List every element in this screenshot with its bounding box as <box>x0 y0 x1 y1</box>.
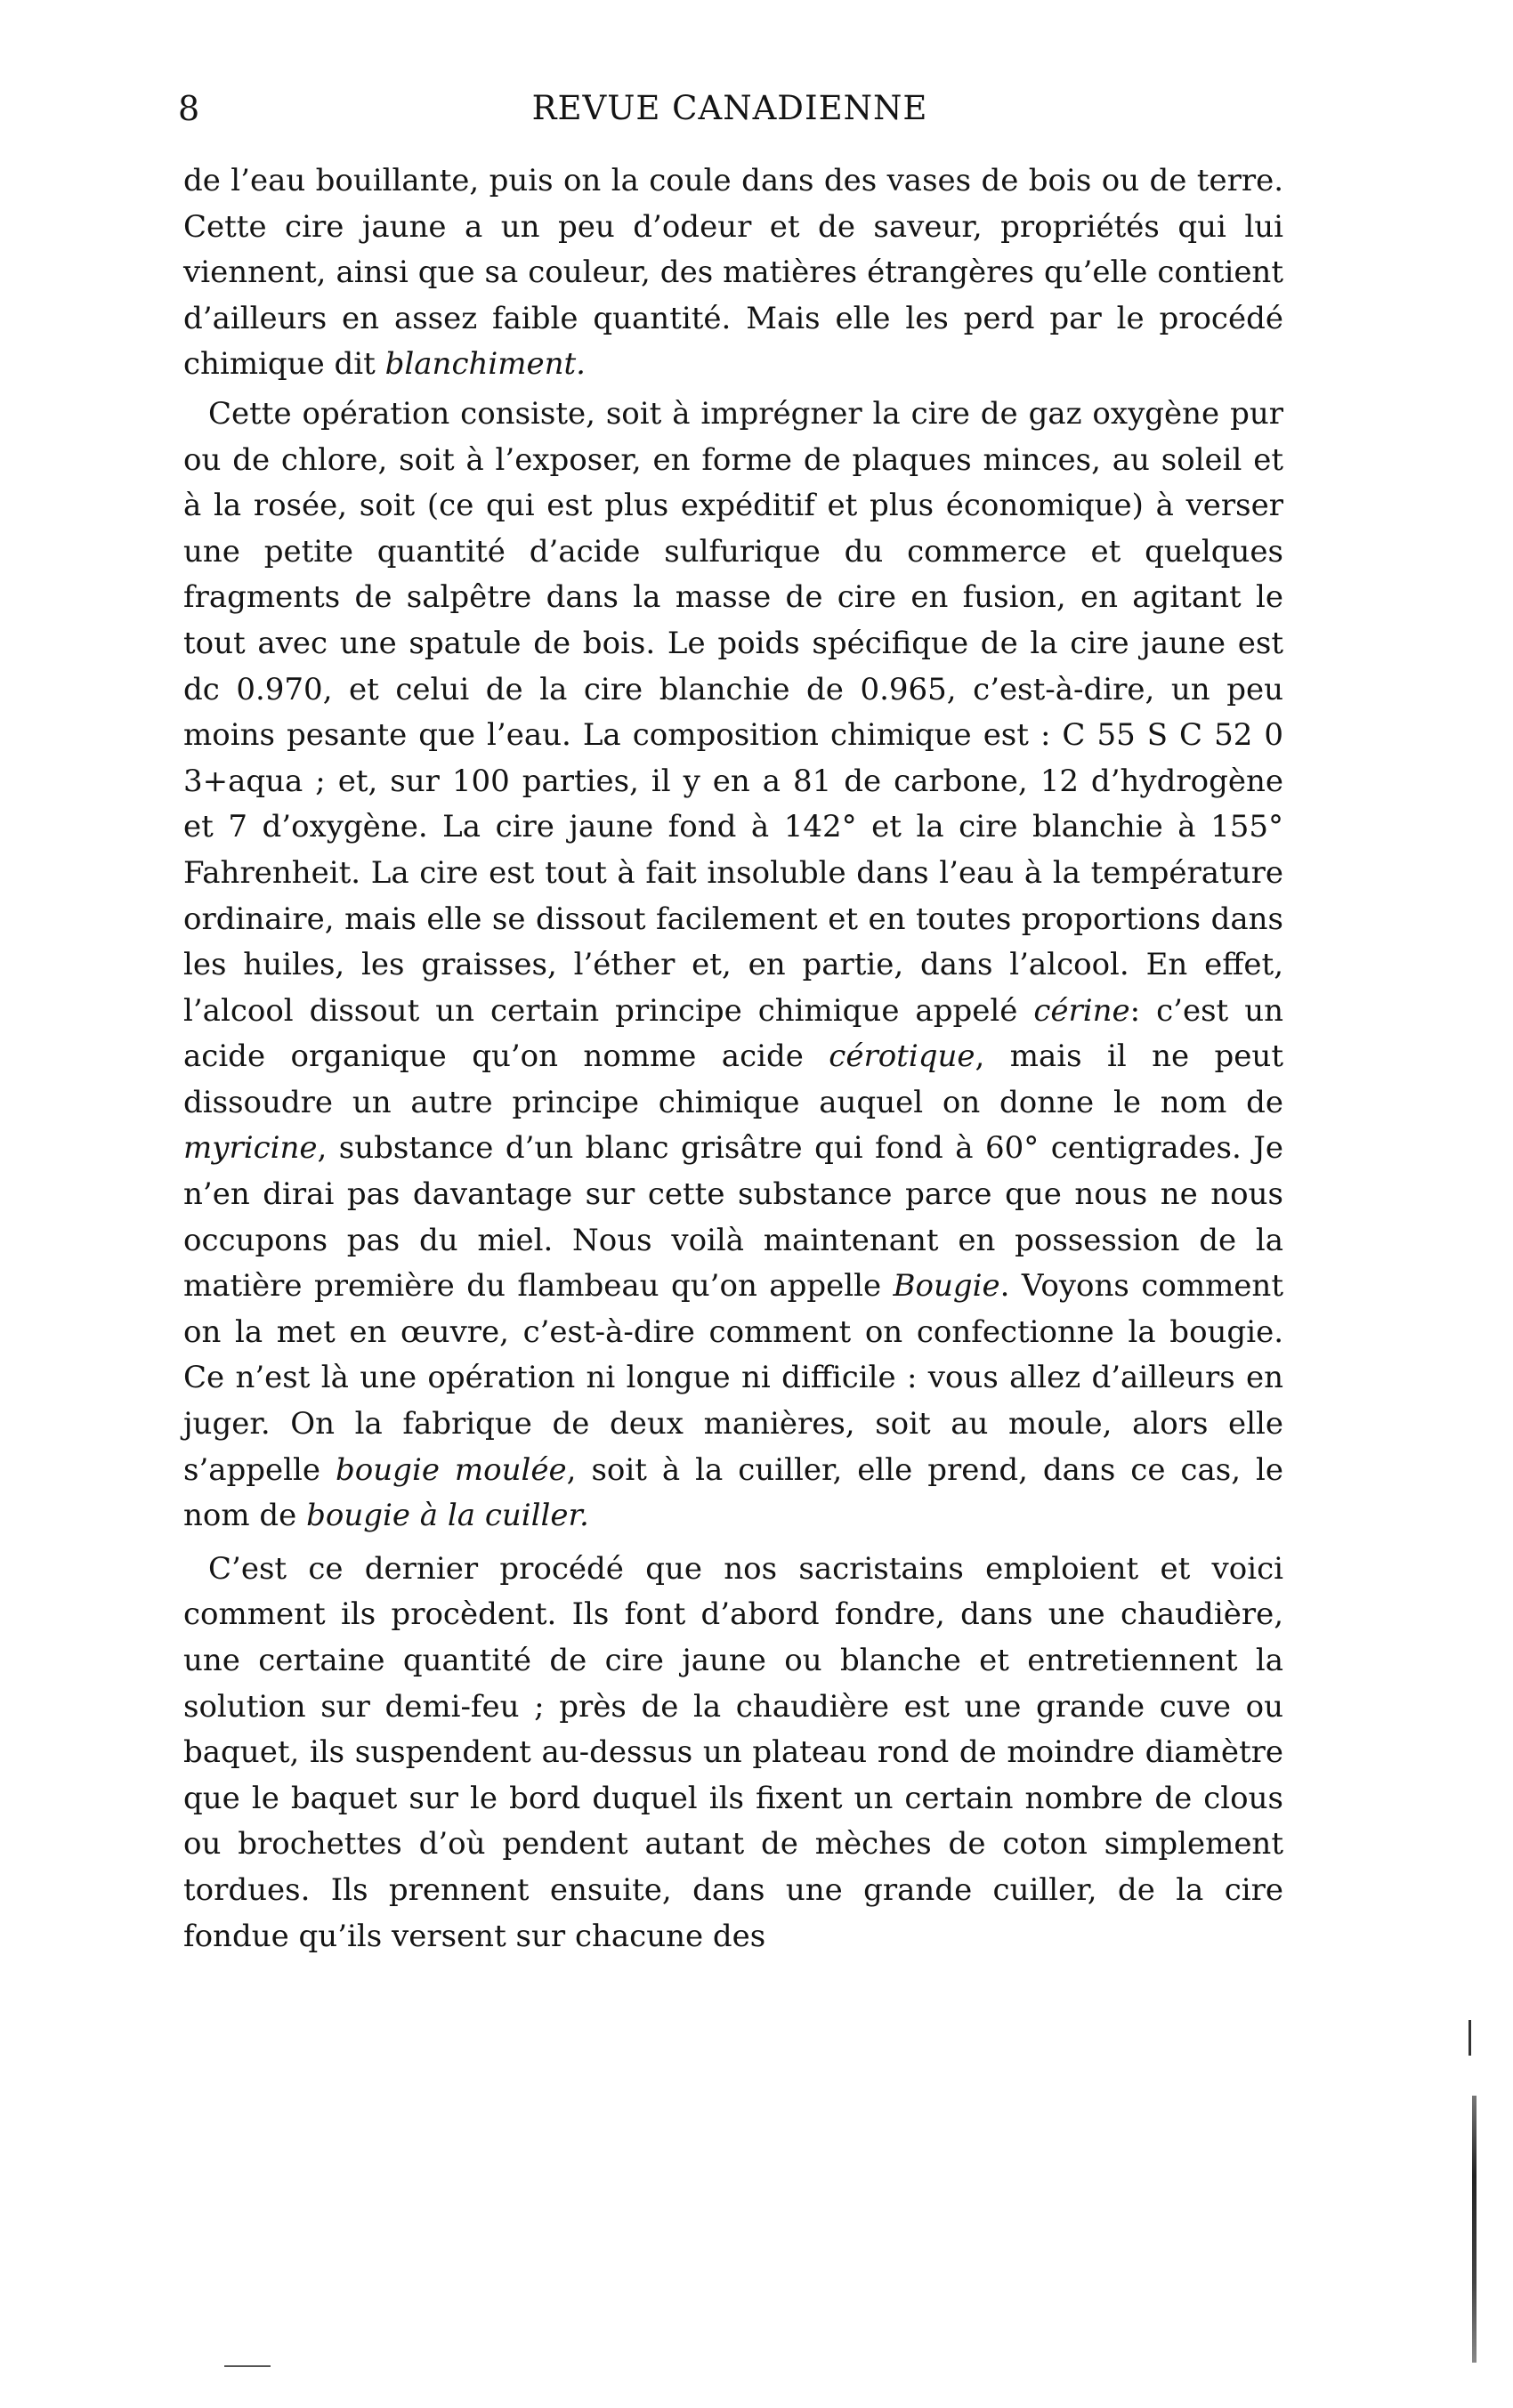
running-head: REVUE CANADIENNE <box>531 89 928 127</box>
paragraph-1-text: de l’eau bouillante, puis on la coule dans des vases de bois ou de terre. Cette cire jaune a un peu d’odeur et de saveur, propriétés qui lui viennent, ainsi que sa couleur, des matières étrangères qu’elle contient d’ailleurs en assez faible quantité. Mais elle les perd par le procédé chimique dit <box>183 163 1283 383</box>
paragraph-3 <box>183 1547 1283 1960</box>
paragraph-2-text-f: , soit à la cuiller, elle prend, dans ce cas, le nom de <box>183 1451 1283 1534</box>
page-number: 8 <box>178 89 200 128</box>
italic-term-bougie-cuiller: bougie à la cuiller. <box>306 1498 589 1534</box>
italic-term-cerine: cérine <box>1033 992 1130 1029</box>
paragraph-2-text-b: : c’est un acide organique qu’on nomme acide <box>183 992 1283 1075</box>
scan-margin-rule <box>1472 2096 1477 2363</box>
italic-term-bougie-moulee: bougie moulée <box>336 1451 567 1488</box>
paragraph-1 <box>183 158 1283 388</box>
page-header <box>178 82 1282 135</box>
italic-term-cerotique: cérotique <box>829 1038 975 1075</box>
paragraph-2 <box>183 392 1283 1539</box>
scan-margin-mark <box>1468 2020 1471 2056</box>
paragraph-2-text-a: Cette opération consiste, soit à imprégner la cire de gaz oxygène pur ou de chlore, soit à l’exposer, en forme de plaques minces, au soleil et à la rosée, soit (ce qui est plus expéditif et plus économique) à verser une petite quantité d’acide sulfurique du commerce et quelques fragments de salpêtre dans la masse de cire en fusion, en agitant le tout avec une spatule de bois. Le poids spécifique de la cire jaune est dc 0.970, et celui de la cire blanchie de 0.965, c’est-à-dire, un peu moins pesante que l’eau. La composition chimique est : C 55 S C 52 0 3+aqua ; et, sur 100 parties, il y en a 81 de carbone, 12 d’hydrogène et 7 d’oxygène. La cire jaune fond à 142° et la cire blanchie à 155° Fahrenheit. La cire est tout à fait insoluble dans l’eau à la température ordinaire, mais elle se dissout facilement et en toutes proportions dans les huiles, les graisses, l’éther et, en partie, dans l’alcool. En effet, l’alcool dissout un certain principe chimique appelé <box>183 395 1283 1029</box>
italic-term-bougie: Bougie <box>893 1268 1000 1305</box>
italic-term-myricine: myricine <box>183 1130 318 1167</box>
article-body <box>183 158 1283 1960</box>
italic-term-blanchiment: blanchiment. <box>384 346 586 383</box>
paragraph-3-text: C’est ce dernier procédé que nos sacristains emploient et voici comment ils procèdent. Ils font d’abord fondre, dans une chaudière, une certaine quantité de cire jaune ou blanche et entretiennent la solution sur demi-feu ; près de la chaudière est une grande cuve ou baquet, ils suspendent au-dessus un plateau rond de moindre diamètre que le baquet sur le bord duquel ils fixent un certain nombre de clous ou brochettes d’où pendent autant de mèches de coton simplement tordues. Ils prennent ensuite, dans une grande cuiller, de la cire fondue qu’ils versent sur chacune des <box>183 1550 1283 1954</box>
footer-dash <box>224 2365 271 2367</box>
paragraph-2-text-d: , substance d’un blanc grisâtre qui fond à 60° centigrades. Je n’en dirai pas davantage sur cette substance parce que nous ne nous occupons pas du miel. Nous voilà maintenant en possession de la matière première du flambeau qu’on appelle <box>183 1130 1283 1305</box>
paragraph-2-text-c: , mais il ne peut dissoudre un autre principe chimique auquel on donne le nom de <box>183 1038 1283 1120</box>
paragraph-2-text-e: . Voyons comment on la met en œuvre, c’est-à-dire comment on confectionne la bougie. Ce n’est là une opération ni longue ni difficile : vous allez d’ailleurs en juger. On la fabrique de deux manières, soit au moule, alors elle s’appelle <box>183 1268 1283 1488</box>
